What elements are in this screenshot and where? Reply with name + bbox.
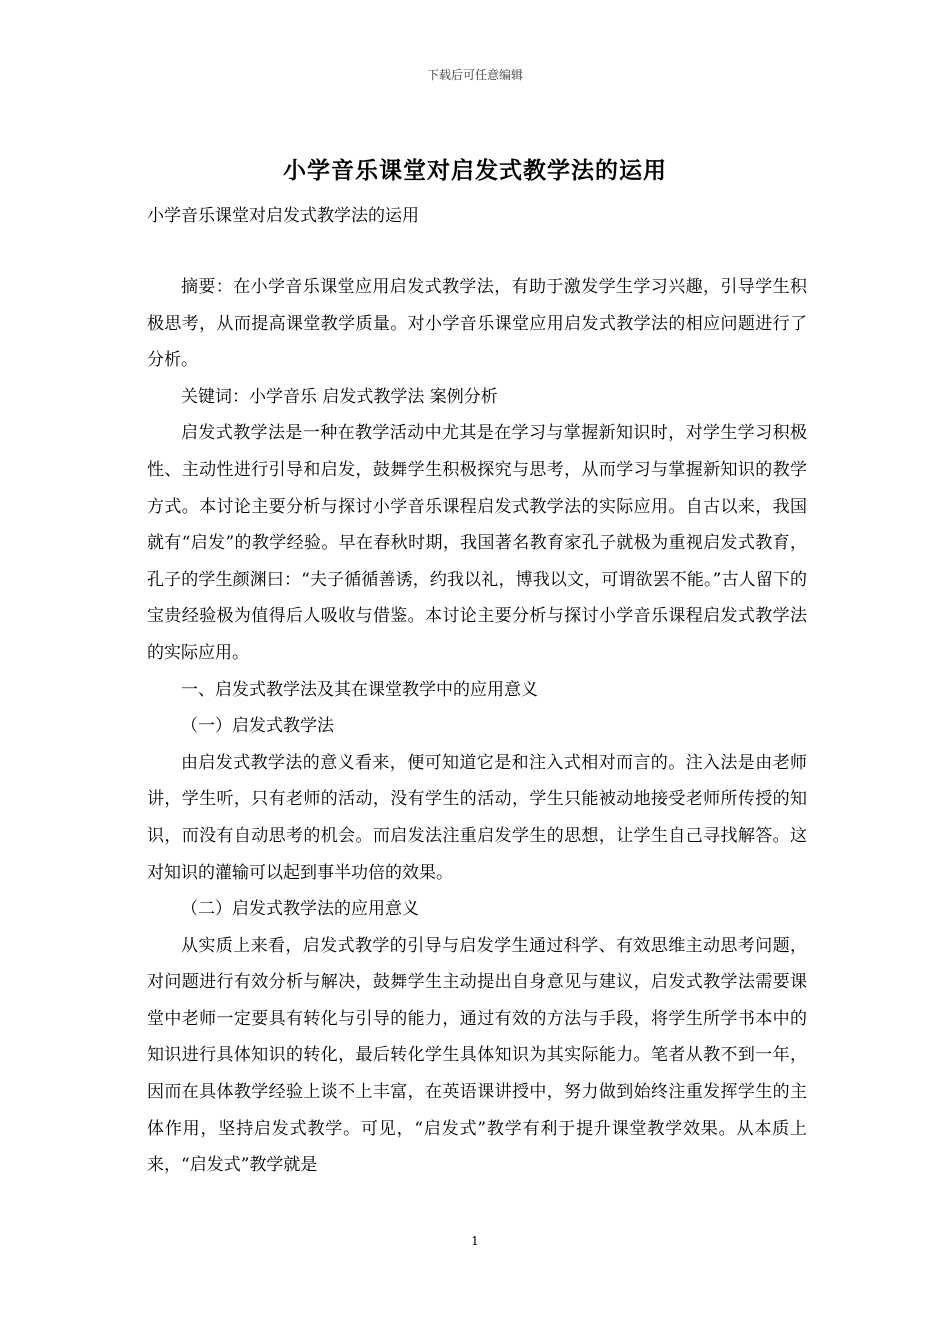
document-subtitle: 小学音乐课堂对启发式教学法的运用 bbox=[147, 206, 419, 226]
keywords-paragraph: 关键词：小学音乐 启发式教学法 案例分析 bbox=[181, 386, 498, 407]
body-paragraph: 从实质上来看，启发式教学的引导与启发学生通过科学、有效思维主动思考问题，对问题进行有效分析与解决，鼓舞学生主动提出自身意见与建议，启发式教学法需要课堂中老师一定要具有转化与引导的能力，通过有效的方法与手段，将学生所学书本中的知识进行具体知识的转化，最后转化学生具体知识为其实际能力。笔者从教不到一年，因而在具体教学经验上谈不上丰富，在英语课讲授中，努力做到始终注重发挥学生的主体作用，坚持启发式教学。可见，“启发式”教学有利于提升课堂教学效果。从本质上来，“启发式”教学就是 bbox=[147, 935, 807, 1176]
header-note: 下载后可任意编辑 bbox=[426, 68, 523, 82]
page-number: 1 bbox=[471, 1234, 479, 1248]
document-title: 小学音乐课堂对启发式教学法的运用 bbox=[283, 157, 667, 184]
subsection-heading-2: （二）启发式教学法的应用意义 bbox=[181, 899, 419, 920]
section-heading-1: 一、启发式教学法及其在课堂教学中的应用意义 bbox=[181, 679, 538, 700]
intro-paragraph: 启发式教学法是一种在教学活动中尤其是在学习与掌握新知识时，对学生学习积极性、主动性进行引导和启发，鼓舞学生积极探究与思考，从而学习与掌握新知识的教学方式。本讨论主要分析与探讨小学音乐课程启发式教学法的实际应用。自古以来，我国就有“启发”的教学经验。早在春秋时期，我国著名教育家孔子就极为重视启发式教育，孔子的学生颜渊曰：“夫子循循善诱，约我以礼，博我以文，可谓欲罢不能。”古人留下的宝贵经验极为值得后人吸收与借鉴。本讨论主要分析与探讨小学音乐课程启发式教学法的实际应用。 bbox=[147, 423, 807, 663]
subsection-heading-1: （一）启发式教学法 bbox=[181, 716, 334, 737]
abstract-paragraph: 摘要：在小学音乐课堂应用启发式教学法，有助于激发学生学习兴趣，引导学生积极思考，从而提高课堂教学质量。对小学音乐课堂应用启发式教学法的相应问题进行了分析。 bbox=[147, 277, 807, 371]
document-body bbox=[147, 269, 807, 1184]
body-paragraph: 由启发式教学法的意义看来，便可知道它是和注入式相对而言的。注入法是由老师讲，学生听，只有老师的活动，没有学生的活动，学生只能被动地接受老师所传授的知识，而没有自动思考的机会。而启发法注重启发学生的思想，让学生自己寻找解答。这对知识的灌输可以起到事半功倍的效果。 bbox=[147, 752, 807, 883]
